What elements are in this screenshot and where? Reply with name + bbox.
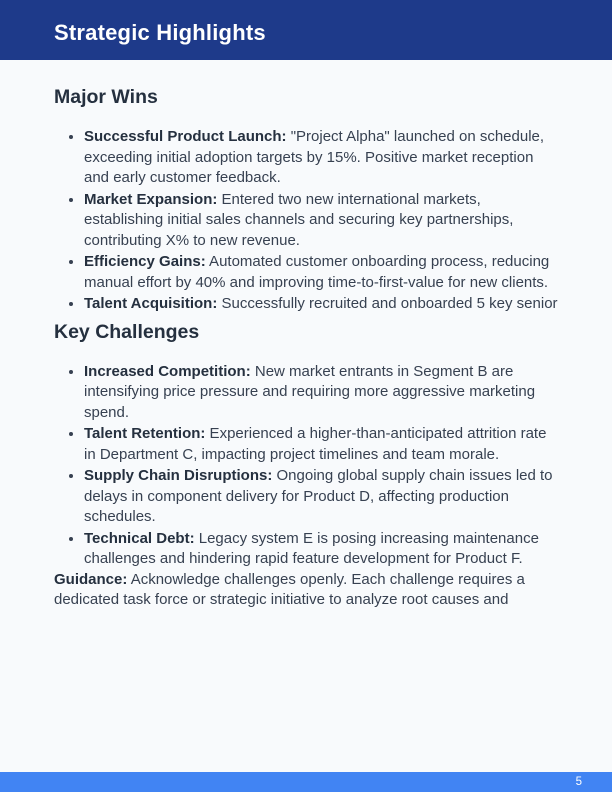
bullet-label: Talent Retention: [84,425,206,442]
major-wins-list [54,126,558,315]
page-title: Strategic Highlights [54,20,266,45]
bullet-label: Increased Competition: [84,362,251,380]
page-header [0,0,612,60]
page-content [0,60,612,611]
bullet-label: Successful Product Launch: [84,128,287,145]
list-item: • Successful Product Launch: "Project Alpha" launched on schedule, exceeding initial adoption targets by 15%. Positive market reception and early customer feedback. [84,126,558,189]
bullet-label: Technical Debt: [84,529,195,547]
bullet-label: Market Expansion: [84,190,218,208]
guidance-note [54,570,558,611]
list-item: • Supply Chain Disruptions: Ongoing global supply chain issues led to delays in component delivery for Product D, affecting production schedules. [84,465,558,528]
bullet-label: Talent Acquisition: [84,295,218,312]
section-major-wins [54,84,558,315]
list-item: • Technical Debt: Legacy system E is posing increasing maintenance challenges and hindering rapid feature development for Product F. [84,528,558,570]
guidance-text: Acknowledge challenges openly. Each challenge requires a dedicated task force or strategic initiative to analyze root causes and [54,570,525,608]
guidance-label: Guidance: [54,570,128,588]
major-wins-heading: Major Wins [54,86,158,108]
bullet-label: Efficiency Gains: [84,253,206,270]
page-footer [0,772,612,792]
list-item: • Talent Acquisition: Successfully recruited and onboarded 5 key senior [84,293,558,315]
list-item: • Increased Competition: New market entrants in Segment B are intensifying price pressure and requiring more aggressive marketing spend. [84,361,558,424]
key-challenges-list [54,361,558,570]
section-key-challenges [54,319,558,570]
list-item: • Talent Retention: Experienced a higher-than-anticipated attrition rate in Department C, impacting project timelines and team morale. [84,423,558,465]
list-item: • Efficiency Gains: Automated customer onboarding process, reducing manual effort by 40% and improving time-to-first-value for new clients. [84,251,558,293]
bullet-label: Supply Chain Disruptions: [84,467,273,484]
key-challenges-heading: Key Challenges [54,320,200,343]
page-number: 5 [575,776,582,788]
list-item: • Market Expansion: Entered two new international markets, establishing initial sales channels and securing key partnerships, contributing X% to new revenue. [84,189,558,252]
